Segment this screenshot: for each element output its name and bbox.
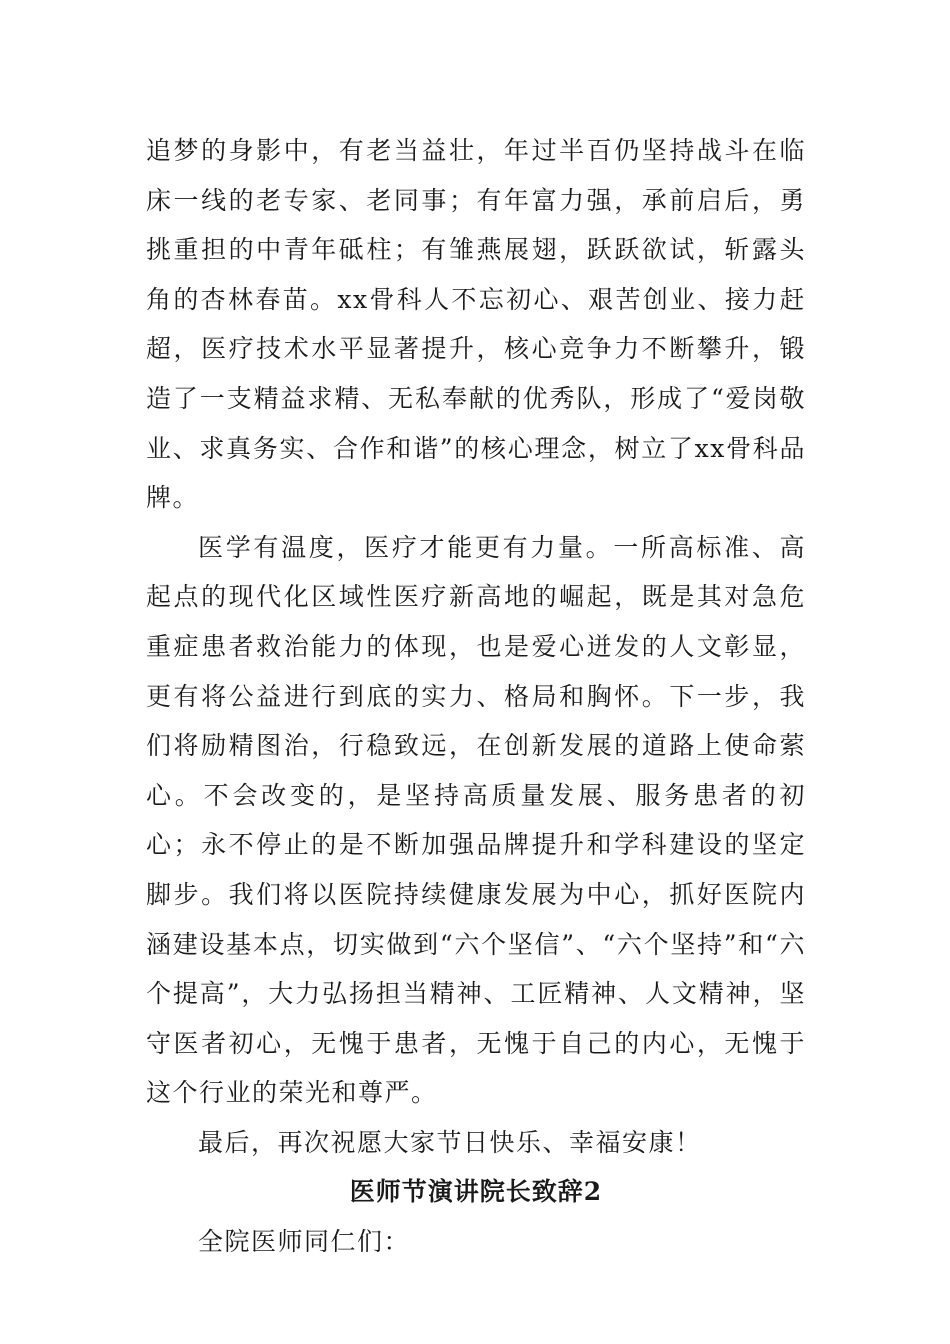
paragraph-medical-warmth: 医学有温度，医疗才能更有力量。一所高标准、高起点的现代化区域性医疗新高地的崛起，既是其对急危重症患者救治能力的体现，也是爱心迸发的人文彰显，更有将公益进行到底的实力、格局和胸怀。下一步，我们将励精图治，行稳致远，在创新发展的道路上使命萦心。不会改变的，是坚持高质量发展、服务患者的初心；永不停止的是不断加强品牌提升和学科建设的坚定脚步。我们将以医院持续健康发展为中心，抓好医院内涵建设基本点，切实做到“六个坚信”、“六个坚持”和“六个提高”，大力弘扬担当精神、工匠精神、人文精神，坚守医者初心，无愧于患者，无愧于自己的内心，无愧于这个行业的荣光和尊严。 bbox=[146, 532, 806, 1108]
document-body bbox=[146, 126, 806, 1267]
paragraph-continuation: 追梦的身影中，有老当益壮，年过半百仍坚持战斗在临床一线的老专家、老同事；有年富力强，承前启后，勇挑重担的中青年砥柱；有雏燕展翅，跃跃欲试，斩露头角的杏林春苗。xx骨科人不忘初心、艰苦创业、接力赶超，医疗技术水平显著提升，核心竞争力不断攀升，锻造了一支精益求精、无私奉献的优秀队，形成了“爱岗敬业、求真务实、合作和谐”的核心理念，树立了xx骨科品牌。 bbox=[146, 136, 806, 513]
paragraph-closing-wishes: 最后，再次祝愿大家节日快乐、幸福安康！ bbox=[198, 1127, 702, 1157]
salutation: 全院医师同仁们： bbox=[198, 1227, 411, 1257]
section-title: 医师节演讲院长致辞2 bbox=[349, 1177, 603, 1207]
